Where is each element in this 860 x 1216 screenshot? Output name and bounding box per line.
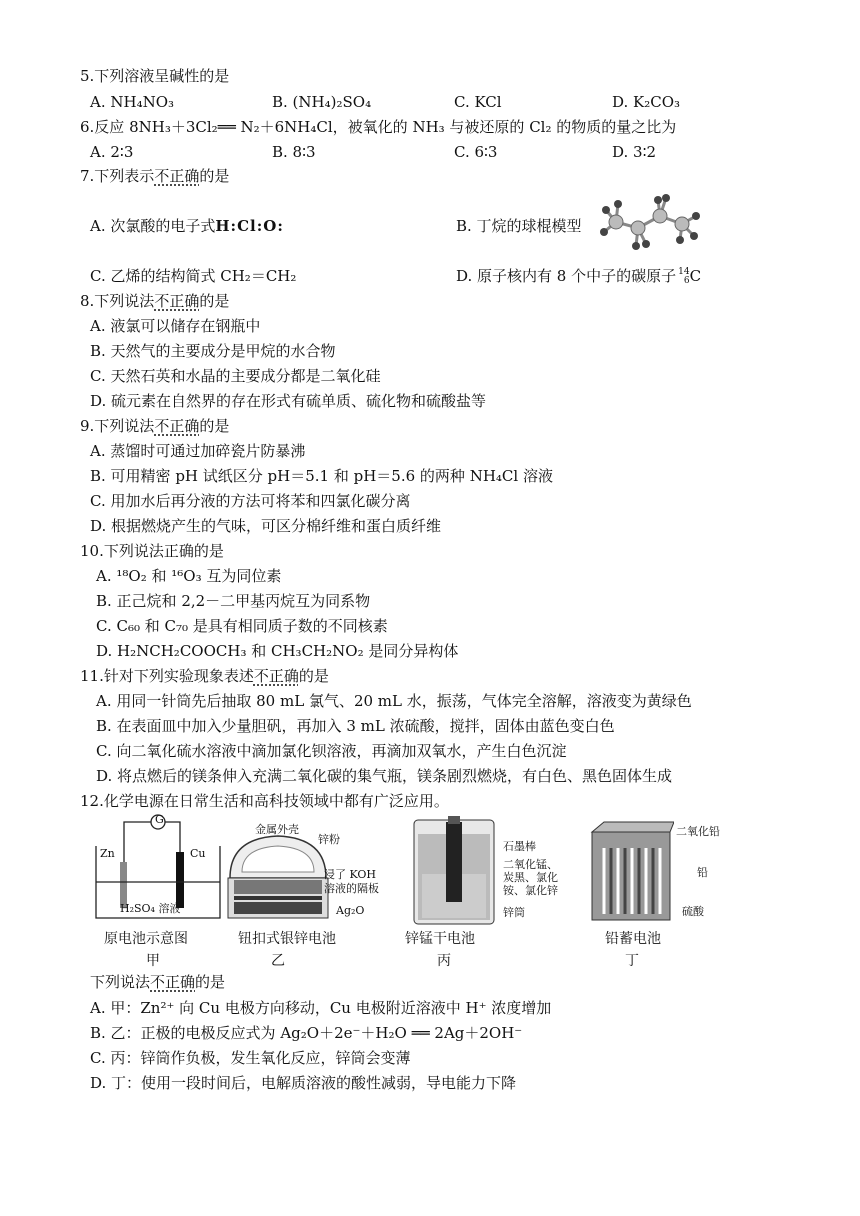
- q8-stem-pre: 8.下列说法: [80, 292, 155, 310]
- q5-option-c: C. KCl: [454, 93, 502, 111]
- q7-option-a: [90, 216, 284, 236]
- q12-sub-stem-emphasis: 不正确: [150, 973, 196, 991]
- q7-stem-emphasis: 不正确: [154, 167, 200, 185]
- zn-electrode-label: Zn: [100, 847, 115, 860]
- hocl-electron-formula: H:Cl:O:: [215, 217, 284, 235]
- fig-yi-caption: 钮扣式银锌电池: [238, 931, 336, 947]
- separator-label-line2: 溶液的隔板: [324, 882, 379, 895]
- q10-option-b: B. 正己烷和 2,2－二甲基丙烷互为同系物: [96, 592, 371, 610]
- sulfuric-acid-label: 硫酸: [682, 905, 704, 918]
- q12-option-d: D. 丁：使用一段时间后，电解质溶液的酸性减弱，导电能力下降: [90, 1074, 517, 1092]
- q9-stem-emphasis: 不正确: [154, 417, 200, 435]
- q5-option-a: A. NH₄NO₃: [90, 93, 175, 111]
- metal-shell-label: 金属外壳: [255, 823, 299, 836]
- fig-ding-tag: 丁: [625, 953, 639, 969]
- q8-option-d: D. 硫元素在自然界的存在形式有硫单质、硫化物和硫酸盐等: [90, 392, 487, 410]
- isotope-mass-number: 14: [678, 267, 690, 277]
- q9-stem-post: 的是: [199, 417, 230, 435]
- q11-stem: [80, 666, 329, 686]
- q7-stem: [80, 166, 229, 186]
- q7-option-b: B. 丁烷的球棍模型: [456, 217, 582, 235]
- q12-option-c: C. 丙：锌筒作负极，发生氧化反应，锌筒会变薄: [90, 1049, 411, 1067]
- lead-acid-battery-diagram: [588, 818, 674, 924]
- q11-stem-pre: 11.针对下列实验现象表述: [80, 667, 254, 685]
- q10-option-a: A. ¹⁸O₂ 和 ¹⁶O₃ 互为同位素: [96, 567, 282, 585]
- q10-stem: 10.下列说法正确的是: [80, 542, 224, 560]
- fig-bing-caption: 锌锰干电池: [405, 931, 475, 947]
- isotope-atomic-number: 6: [683, 276, 690, 286]
- electrolyte-label: H₂SO₄ 溶液: [120, 902, 181, 915]
- q10-option-c: C. C₆₀ 和 C₇₀ 是具有相同质子数的不同核素: [96, 617, 388, 635]
- q11-stem-post: 的是: [298, 667, 329, 685]
- q9-option-d: D. 根据燃烧产生的气味，可区分棉纤维和蛋白质纤维: [90, 517, 442, 535]
- galvanometer-label: G: [155, 813, 164, 826]
- q8-stem: [80, 291, 229, 311]
- graphite-rod-label: 石墨棒: [503, 840, 536, 853]
- lead-label: 铅: [697, 866, 708, 879]
- q7-option-d-text: D. 原子核内有 8 个中子的碳原子: [456, 267, 677, 285]
- q5-stem: 5.下列溶液呈碱性的是: [80, 67, 230, 85]
- q6-option-b: B. 8∶3: [272, 143, 316, 161]
- q6-stem: 6.反应 8NH₃＋3Cl₂══ N₂＋6NH₄Cl，被氧化的 NH₃ 与被还原的 Cl₂ 的物质的量之比为: [80, 118, 677, 136]
- q7-option-c: C. 乙烯的结构简式 CH₂＝CH₂: [90, 267, 297, 285]
- fig-jia-tag: 甲: [146, 953, 160, 969]
- q11-option-c: C. 向二氧化硫水溶液中滴加氯化钡溶液，再滴加双氧水，产生白色沉淀: [96, 742, 567, 760]
- q7-option-a-text: A. 次氯酸的电子式: [90, 217, 216, 235]
- q9-stem: [80, 416, 229, 436]
- q6-option-c: C. 6∶3: [454, 143, 498, 161]
- q7-stem-post: 的是: [199, 167, 230, 185]
- paste-label-line2: 炭黑、氯化: [503, 871, 558, 884]
- paste-label-line3: 铵、氯化锌: [503, 884, 558, 897]
- q8-stem-post: 的是: [199, 292, 230, 310]
- q9-option-c: C. 用加水后再分液的方法可将苯和四氯化碳分离: [90, 492, 411, 510]
- q6-option-a: A. 2∶3: [90, 143, 134, 161]
- q5-option-d: D. K₂CO₃: [612, 93, 681, 111]
- zinc-powder-label: 锌粉: [318, 833, 340, 846]
- cu-electrode-label: Cu: [190, 847, 206, 860]
- fig-yi-tag: 乙: [271, 953, 285, 969]
- q12-sub-stem: [90, 972, 225, 992]
- q7-stem-pre: 7.下列表示: [80, 167, 155, 185]
- q11-option-d: D. 将点燃后的镁条伸入充满二氧化碳的集气瓶，镁条剧烈燃烧，有白色、黑色固体生成: [96, 767, 673, 785]
- silver-oxide-label: Ag₂O: [336, 904, 365, 917]
- q12-sub-stem-post: 的是: [195, 973, 226, 991]
- q7-option-d: [456, 266, 701, 286]
- q12-stem: 12.化学电源在日常生活和高科技领域中都有广泛应用。: [80, 792, 449, 810]
- q12-option-a: A. 甲：Zn²⁺ 向 Cu 电极方向移动，Cu 电极附近溶液中 H⁺ 浓度增加: [90, 999, 552, 1017]
- butane-ball-stick-model: [596, 188, 706, 254]
- q9-stem-pre: 9.下列说法: [80, 417, 155, 435]
- q5-option-b: B. (NH₄)₂SO₄: [272, 93, 372, 111]
- isotope-element: C: [689, 267, 702, 285]
- q9-option-b: B. 可用精密 pH 试纸区分 pH＝5.1 和 pH＝5.6 的两种 NH₄Cl 溶液: [90, 467, 553, 485]
- q6-option-d: D. 3∶2: [612, 143, 657, 161]
- q8-option-a: A. 液氯可以储存在钢瓶中: [90, 317, 261, 335]
- paste-label-line1: 二氧化锰、: [503, 858, 558, 871]
- q11-option-b: B. 在表面皿中加入少量胆矾，再加入 3 mL 浓硫酸，搅拌，固体由蓝色变白色: [96, 717, 615, 735]
- lead-dioxide-label: 二氧化铅: [676, 825, 720, 838]
- q8-stem-emphasis: 不正确: [154, 292, 200, 310]
- fig-jia-caption: 原电池示意图: [104, 931, 188, 947]
- q11-stem-emphasis: 不正确: [253, 667, 299, 685]
- fig-bing-tag: 丙: [437, 953, 451, 969]
- dry-cell-diagram: [410, 814, 498, 926]
- q12-sub-stem-pre: 下列说法: [90, 973, 151, 991]
- separator-label-line1: 浸了 KOH: [324, 868, 377, 881]
- q10-option-d: D. H₂NCH₂COOCH₃ 和 CH₃CH₂NO₂ 是同分异构体: [96, 642, 459, 660]
- zinc-can-label: 锌筒: [503, 906, 525, 919]
- q11-option-a: A. 用同一针筒先后抽取 80 mL 氯气、20 mL 水，振荡，气体完全溶解，溶液变为黄绿色: [96, 692, 692, 710]
- q9-option-a: A. 蒸馏时可通过加碎瓷片防暴沸: [90, 442, 306, 460]
- isotope-notation: [678, 268, 689, 286]
- q8-option-b: B. 天然气的主要成分是甲烷的水合物: [90, 342, 336, 360]
- q8-option-c: C. 天然石英和水晶的主要成分都是二氧化硅: [90, 367, 381, 385]
- q12-option-b: B. 乙：正极的电极反应式为 Ag₂O＋2e⁻＋H₂O ══ 2Ag＋2OH⁻: [90, 1024, 523, 1042]
- fig-ding-caption: 铅蓄电池: [605, 931, 661, 947]
